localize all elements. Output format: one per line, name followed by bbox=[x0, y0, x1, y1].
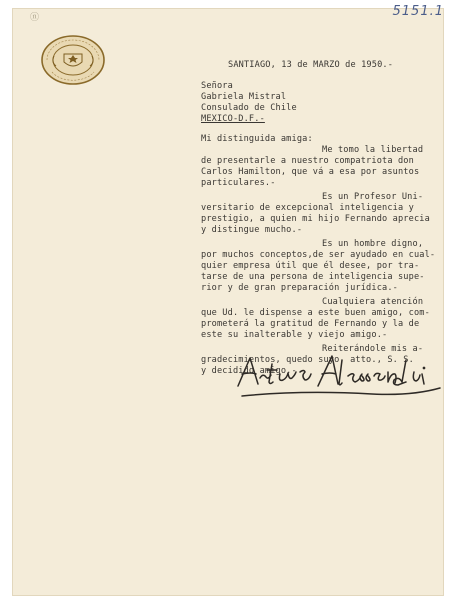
presidential-seal-icon bbox=[40, 34, 106, 86]
body-line: rior y de gran preparación jurídica.- bbox=[201, 283, 398, 293]
body-line: gradecimientos, quedo suyo, atto., S. S. bbox=[201, 355, 414, 365]
body-line: particulares.- bbox=[201, 178, 276, 188]
body-line: Me tomo la libertad bbox=[322, 145, 424, 155]
corner-mark: ⓝ bbox=[30, 13, 40, 23]
recipient-name: Gabriela Mistral bbox=[201, 92, 287, 102]
body-line: Cualquiera atención bbox=[322, 297, 424, 307]
body-line: quier empresa útil que él desee, por tra- bbox=[201, 261, 420, 271]
body-line: y decidido amigo.- bbox=[201, 366, 297, 376]
greeting: Mi distinguida amiga: bbox=[201, 134, 313, 144]
body-line: versitario de excepcional inteligencia y bbox=[201, 203, 414, 213]
body-line: Reiterándole mis a- bbox=[322, 344, 424, 354]
recipient-city: MEXICO-D.F.- bbox=[201, 114, 265, 124]
body-line: por muchos conceptos,de ser ayudado en cual- bbox=[201, 250, 436, 260]
body-line: Es un hombre digno, bbox=[322, 239, 424, 249]
body-line: y distingue mucho.- bbox=[201, 225, 303, 235]
body-line: tarse de una persona de inteligencia supe- bbox=[201, 272, 425, 282]
handwritten-signature bbox=[232, 350, 448, 408]
body-line: prometerá la gratitud de Fernando y la de bbox=[201, 319, 420, 329]
body-line: Es un Profesor Uni- bbox=[322, 192, 424, 202]
body-line: Carlos Hamilton, que vá a esa por asuntos bbox=[201, 167, 420, 177]
body-line: este su inalterable y viejo amigo.- bbox=[201, 330, 388, 340]
body-line: de presentarle a nuestro compatriota don bbox=[201, 156, 414, 166]
recipient-title: Señora bbox=[201, 81, 233, 91]
body-line: prestigio, a quien mi hijo Fernando aprecia bbox=[201, 214, 430, 224]
date-line: SANTIAGO, 13 de MARZO de 1950.- bbox=[228, 60, 394, 70]
archive-number: 5151.1 bbox=[392, 4, 444, 19]
body-line: que Ud. le dispense a este buen amigo, com- bbox=[201, 308, 430, 318]
recipient-office: Consulado de Chile bbox=[201, 103, 297, 113]
